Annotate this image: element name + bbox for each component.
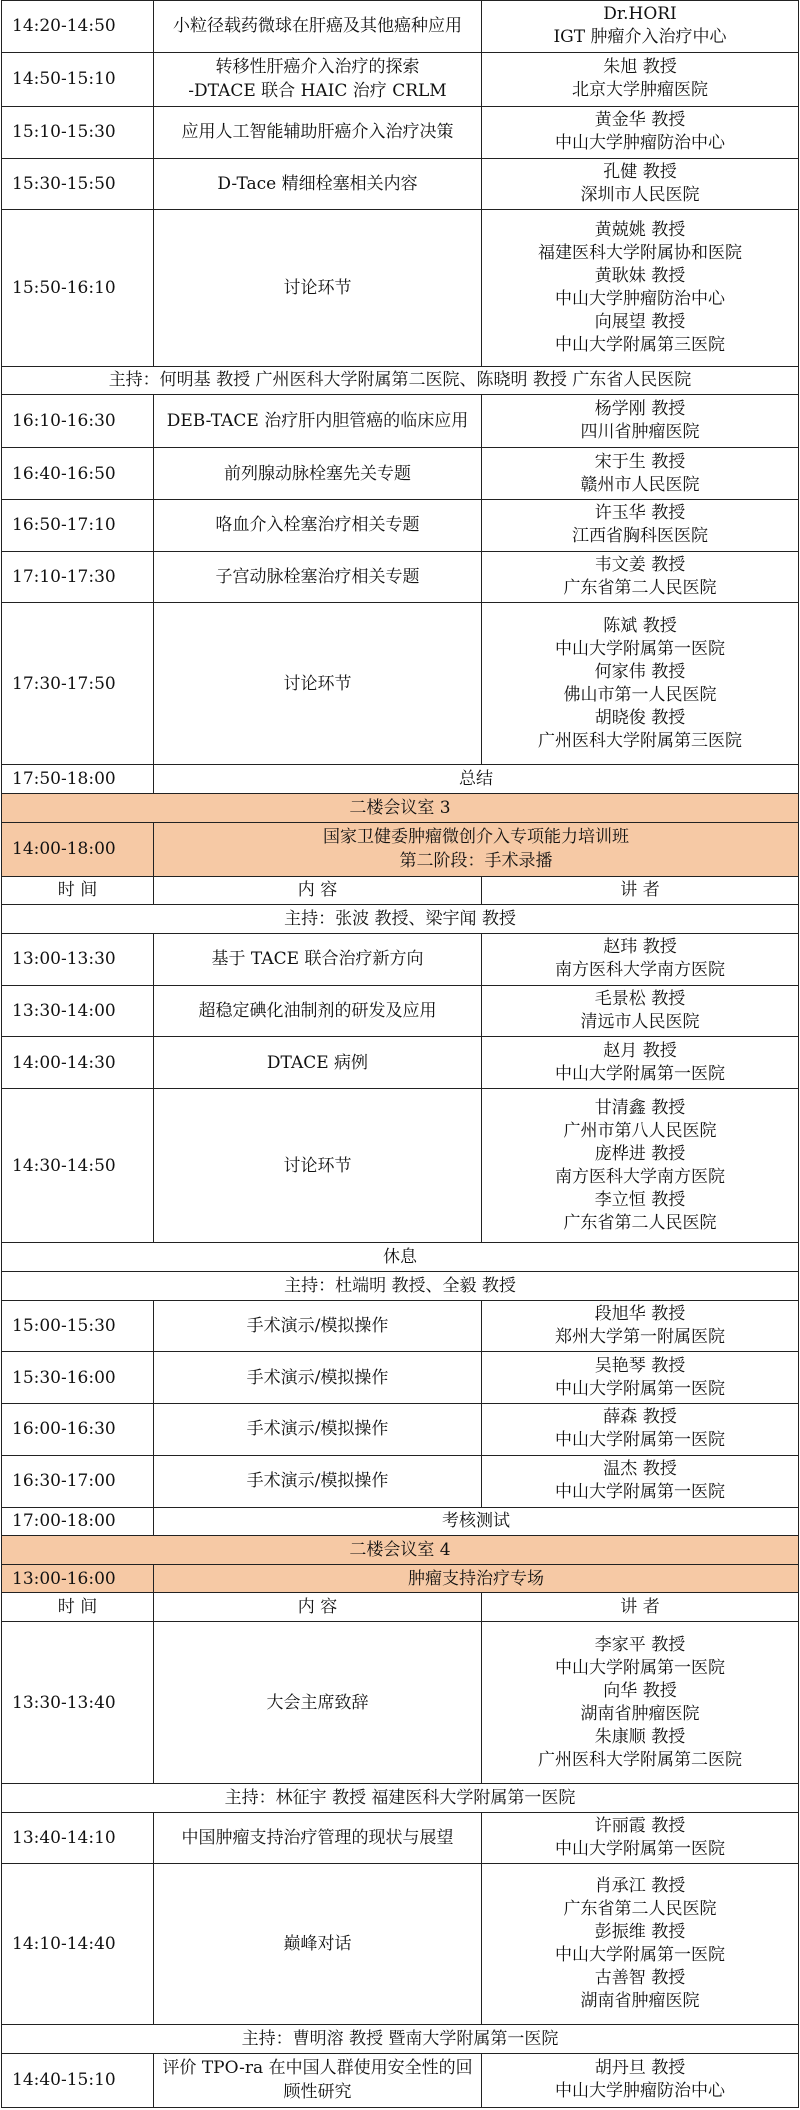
host-text: 主持：何明基 教授 广州医科大学附属第二医院、陈晓明 教授 广东省人民医院 bbox=[2, 366, 799, 395]
agenda-row bbox=[2, 1089, 799, 1243]
content-cell: 总结 bbox=[154, 765, 799, 794]
content-cell: 手术演示/模拟操作 bbox=[154, 1404, 482, 1456]
agenda-row bbox=[2, 106, 799, 158]
time-cell: 17:00-18:00 bbox=[2, 1507, 154, 1536]
content-cell: D-Tace 精细栓塞相关内容 bbox=[154, 158, 482, 210]
column-header-time: 时 间 bbox=[2, 1593, 154, 1622]
content-cell: 讨论环节 bbox=[154, 603, 482, 765]
column-header-speaker: 讲 者 bbox=[482, 876, 799, 905]
host-row bbox=[2, 1271, 799, 1300]
agenda-row bbox=[2, 1812, 799, 1864]
agenda-row bbox=[2, 158, 799, 210]
host-text: 主持：张波 教授、梁宇闻 教授 bbox=[2, 905, 799, 934]
speaker-cell: 甘清鑫 教授 广州市第八人民医院 庞桦进 教授 南方医科大学南方医院 李立恒 教授 广东省第二人民医院 bbox=[482, 1089, 799, 1243]
column-header-row bbox=[2, 1593, 799, 1622]
speaker-cell: 温杰 教授 中山大学附属第一医院 bbox=[482, 1455, 799, 1507]
time-cell: 16:40-16:50 bbox=[2, 448, 154, 500]
time-cell: 16:50-17:10 bbox=[2, 499, 154, 551]
content-cell: 前列腺动脉栓塞先关专题 bbox=[154, 448, 482, 500]
session-time: 13:00-16:00 bbox=[2, 1564, 154, 1593]
session-time: 14:00-18:00 bbox=[2, 822, 154, 876]
content-cell: 考核测试 bbox=[154, 1507, 799, 1536]
host-row bbox=[2, 2025, 799, 2054]
content-cell: 讨论环节 bbox=[154, 1089, 482, 1243]
time-cell: 13:30-13:40 bbox=[2, 1622, 154, 1784]
agenda-row bbox=[2, 1455, 799, 1507]
agenda-row bbox=[2, 765, 799, 794]
time-cell: 14:20-14:50 bbox=[2, 1, 154, 53]
agenda-row bbox=[2, 499, 799, 551]
time-cell: 14:00-14:30 bbox=[2, 1037, 154, 1089]
content-cell: 讨论环节 bbox=[154, 210, 482, 366]
agenda-row bbox=[2, 1300, 799, 1352]
agenda-row bbox=[2, 210, 799, 366]
speaker-cell: 黄金华 教授 中山大学肿瘤防治中心 bbox=[482, 106, 799, 158]
agenda-row bbox=[2, 1622, 799, 1784]
time-cell: 14:40-15:10 bbox=[2, 2053, 154, 2107]
time-cell: 15:10-15:30 bbox=[2, 106, 154, 158]
time-cell: 13:00-13:30 bbox=[2, 933, 154, 985]
time-cell: 17:30-17:50 bbox=[2, 603, 154, 765]
host-text: 主持：曹明溶 教授 暨南大学附属第一医院 bbox=[2, 2025, 799, 2054]
content-cell: 小粒径载药微球在肝癌及其他癌种应用 bbox=[154, 1, 482, 53]
column-header-content: 内 容 bbox=[154, 876, 482, 905]
content-cell: DTACE 病例 bbox=[154, 1037, 482, 1089]
speaker-cell: 肖承江 教授 广东省第二人民医院 彭振维 教授 中山大学附属第一医院 古善智 教授 湖南省肿瘤医院 bbox=[482, 1864, 799, 2025]
speaker-cell: 许玉华 教授 江西省胸科医医院 bbox=[482, 499, 799, 551]
time-cell: 17:10-17:30 bbox=[2, 551, 154, 603]
time-cell: 14:50-15:10 bbox=[2, 52, 154, 106]
speaker-cell: 杨学刚 教授 四川省肿瘤医院 bbox=[482, 395, 799, 448]
host-row bbox=[2, 905, 799, 934]
schedule-table bbox=[1, 0, 799, 2108]
speaker-cell: 赵玮 教授 南方医科大学南方医院 bbox=[482, 933, 799, 985]
session-title: 肿瘤支持治疗专场 bbox=[154, 1564, 799, 1593]
time-cell: 13:30-14:00 bbox=[2, 985, 154, 1037]
speaker-cell: 陈斌 教授 中山大学附属第一医院 何家伟 教授 佛山市第一人民医院 胡晓俊 教授 广州医科大学附属第三医院 bbox=[482, 603, 799, 765]
content-cell: 子宫动脉栓塞治疗相关专题 bbox=[154, 551, 482, 603]
speaker-cell: Dr.HORI IGT 肿瘤介入治疗中心 bbox=[482, 1, 799, 53]
speaker-cell: 毛景松 教授 清远市人民医院 bbox=[482, 985, 799, 1037]
agenda-row bbox=[2, 1037, 799, 1089]
speaker-cell: 薛森 教授 中山大学附属第一医院 bbox=[482, 1404, 799, 1456]
column-header-content: 内 容 bbox=[154, 1593, 482, 1622]
content-cell: 评价 TPO-ra 在中国人群使用安全性的回顾性研究 bbox=[154, 2053, 482, 2107]
session-row bbox=[2, 822, 799, 876]
agenda-row bbox=[2, 1507, 799, 1536]
content-cell: 手术演示/模拟操作 bbox=[154, 1352, 482, 1404]
speaker-cell: 许丽霞 教授 中山大学附属第一医院 bbox=[482, 1812, 799, 1864]
agenda-row bbox=[2, 603, 799, 765]
content-cell: 咯血介入栓塞治疗相关专题 bbox=[154, 499, 482, 551]
break-row bbox=[2, 1243, 799, 1272]
time-cell: 15:50-16:10 bbox=[2, 210, 154, 366]
speaker-cell: 孔健 教授 深圳市人民医院 bbox=[482, 158, 799, 210]
time-cell: 15:30-16:00 bbox=[2, 1352, 154, 1404]
content-cell: DEB-TACE 治疗肝内胆管癌的临床应用 bbox=[154, 395, 482, 448]
content-cell: 基于 TACE 联合治疗新方向 bbox=[154, 933, 482, 985]
speaker-cell: 吴艳琴 教授 中山大学附属第一医院 bbox=[482, 1352, 799, 1404]
agenda-row bbox=[2, 1864, 799, 2025]
agenda-row bbox=[2, 933, 799, 985]
agenda-row bbox=[2, 1, 799, 53]
host-text: 主持：林征宇 教授 福建医科大学附属第一医院 bbox=[2, 1784, 799, 1813]
column-header-row bbox=[2, 876, 799, 905]
session-title: 国家卫健委肿瘤微创介入专项能力培训班 第二阶段：手术录播 bbox=[154, 822, 799, 876]
content-cell: 超稳定碘化油制剂的研发及应用 bbox=[154, 985, 482, 1037]
column-header-time: 时 间 bbox=[2, 876, 154, 905]
agenda-row bbox=[2, 448, 799, 500]
time-cell: 14:30-14:50 bbox=[2, 1089, 154, 1243]
time-cell: 16:00-16:30 bbox=[2, 1404, 154, 1456]
speaker-cell: 段旭华 教授 郑州大学第一附属医院 bbox=[482, 1300, 799, 1352]
agenda-row bbox=[2, 985, 799, 1037]
agenda-row bbox=[2, 395, 799, 448]
time-cell: 15:30-15:50 bbox=[2, 158, 154, 210]
host-text: 主持：杜端明 教授、全毅 教授 bbox=[2, 1271, 799, 1300]
time-cell: 16:10-16:30 bbox=[2, 395, 154, 448]
room-title: 二楼会议室 3 bbox=[2, 793, 799, 822]
time-cell: 16:30-17:00 bbox=[2, 1455, 154, 1507]
speaker-cell: 李家平 教授 中山大学附属第一医院 向华 教授 湖南省肿瘤医院 朱康顺 教授 广州医科大学附属第二医院 bbox=[482, 1622, 799, 1784]
host-row bbox=[2, 366, 799, 395]
agenda-row bbox=[2, 2053, 799, 2107]
content-cell: 巅峰对话 bbox=[154, 1864, 482, 2025]
content-cell: 应用人工智能辅助肝癌介入治疗决策 bbox=[154, 106, 482, 158]
session-row bbox=[2, 1564, 799, 1593]
host-row bbox=[2, 1784, 799, 1813]
agenda-row bbox=[2, 1352, 799, 1404]
column-header-speaker: 讲 者 bbox=[482, 1593, 799, 1622]
time-cell: 14:10-14:40 bbox=[2, 1864, 154, 2025]
room-header-row bbox=[2, 793, 799, 822]
speaker-cell: 黄兢姚 教授 福建医科大学附属协和医院 黄耿妹 教授 中山大学肿瘤防治中心 向展望 教授 中山大学附属第三医院 bbox=[482, 210, 799, 366]
room-header-row bbox=[2, 1536, 799, 1565]
agenda-row bbox=[2, 1404, 799, 1456]
speaker-cell: 宋于生 教授 赣州市人民医院 bbox=[482, 448, 799, 500]
time-cell: 15:00-15:30 bbox=[2, 1300, 154, 1352]
time-cell: 13:40-14:10 bbox=[2, 1812, 154, 1864]
speaker-cell: 韦文姜 教授 广东省第二人民医院 bbox=[482, 551, 799, 603]
speaker-cell: 赵月 教授 中山大学附属第一医院 bbox=[482, 1037, 799, 1089]
content-cell: 中国肿瘤支持治疗管理的现状与展望 bbox=[154, 1812, 482, 1864]
content-cell: 大会主席致辞 bbox=[154, 1622, 482, 1784]
agenda-row bbox=[2, 551, 799, 603]
content-cell: 转移性肝癌介入治疗的探索 -DTACE 联合 HAIC 治疗 CRLM bbox=[154, 52, 482, 106]
break-text: 休息 bbox=[2, 1243, 799, 1272]
content-cell: 手术演示/模拟操作 bbox=[154, 1300, 482, 1352]
time-cell: 17:50-18:00 bbox=[2, 765, 154, 794]
room-title: 二楼会议室 4 bbox=[2, 1536, 799, 1565]
agenda-row bbox=[2, 52, 799, 106]
content-cell: 手术演示/模拟操作 bbox=[154, 1455, 482, 1507]
speaker-cell: 朱旭 教授 北京大学肿瘤医院 bbox=[482, 52, 799, 106]
speaker-cell: 胡丹旦 教授 中山大学肿瘤防治中心 bbox=[482, 2053, 799, 2107]
